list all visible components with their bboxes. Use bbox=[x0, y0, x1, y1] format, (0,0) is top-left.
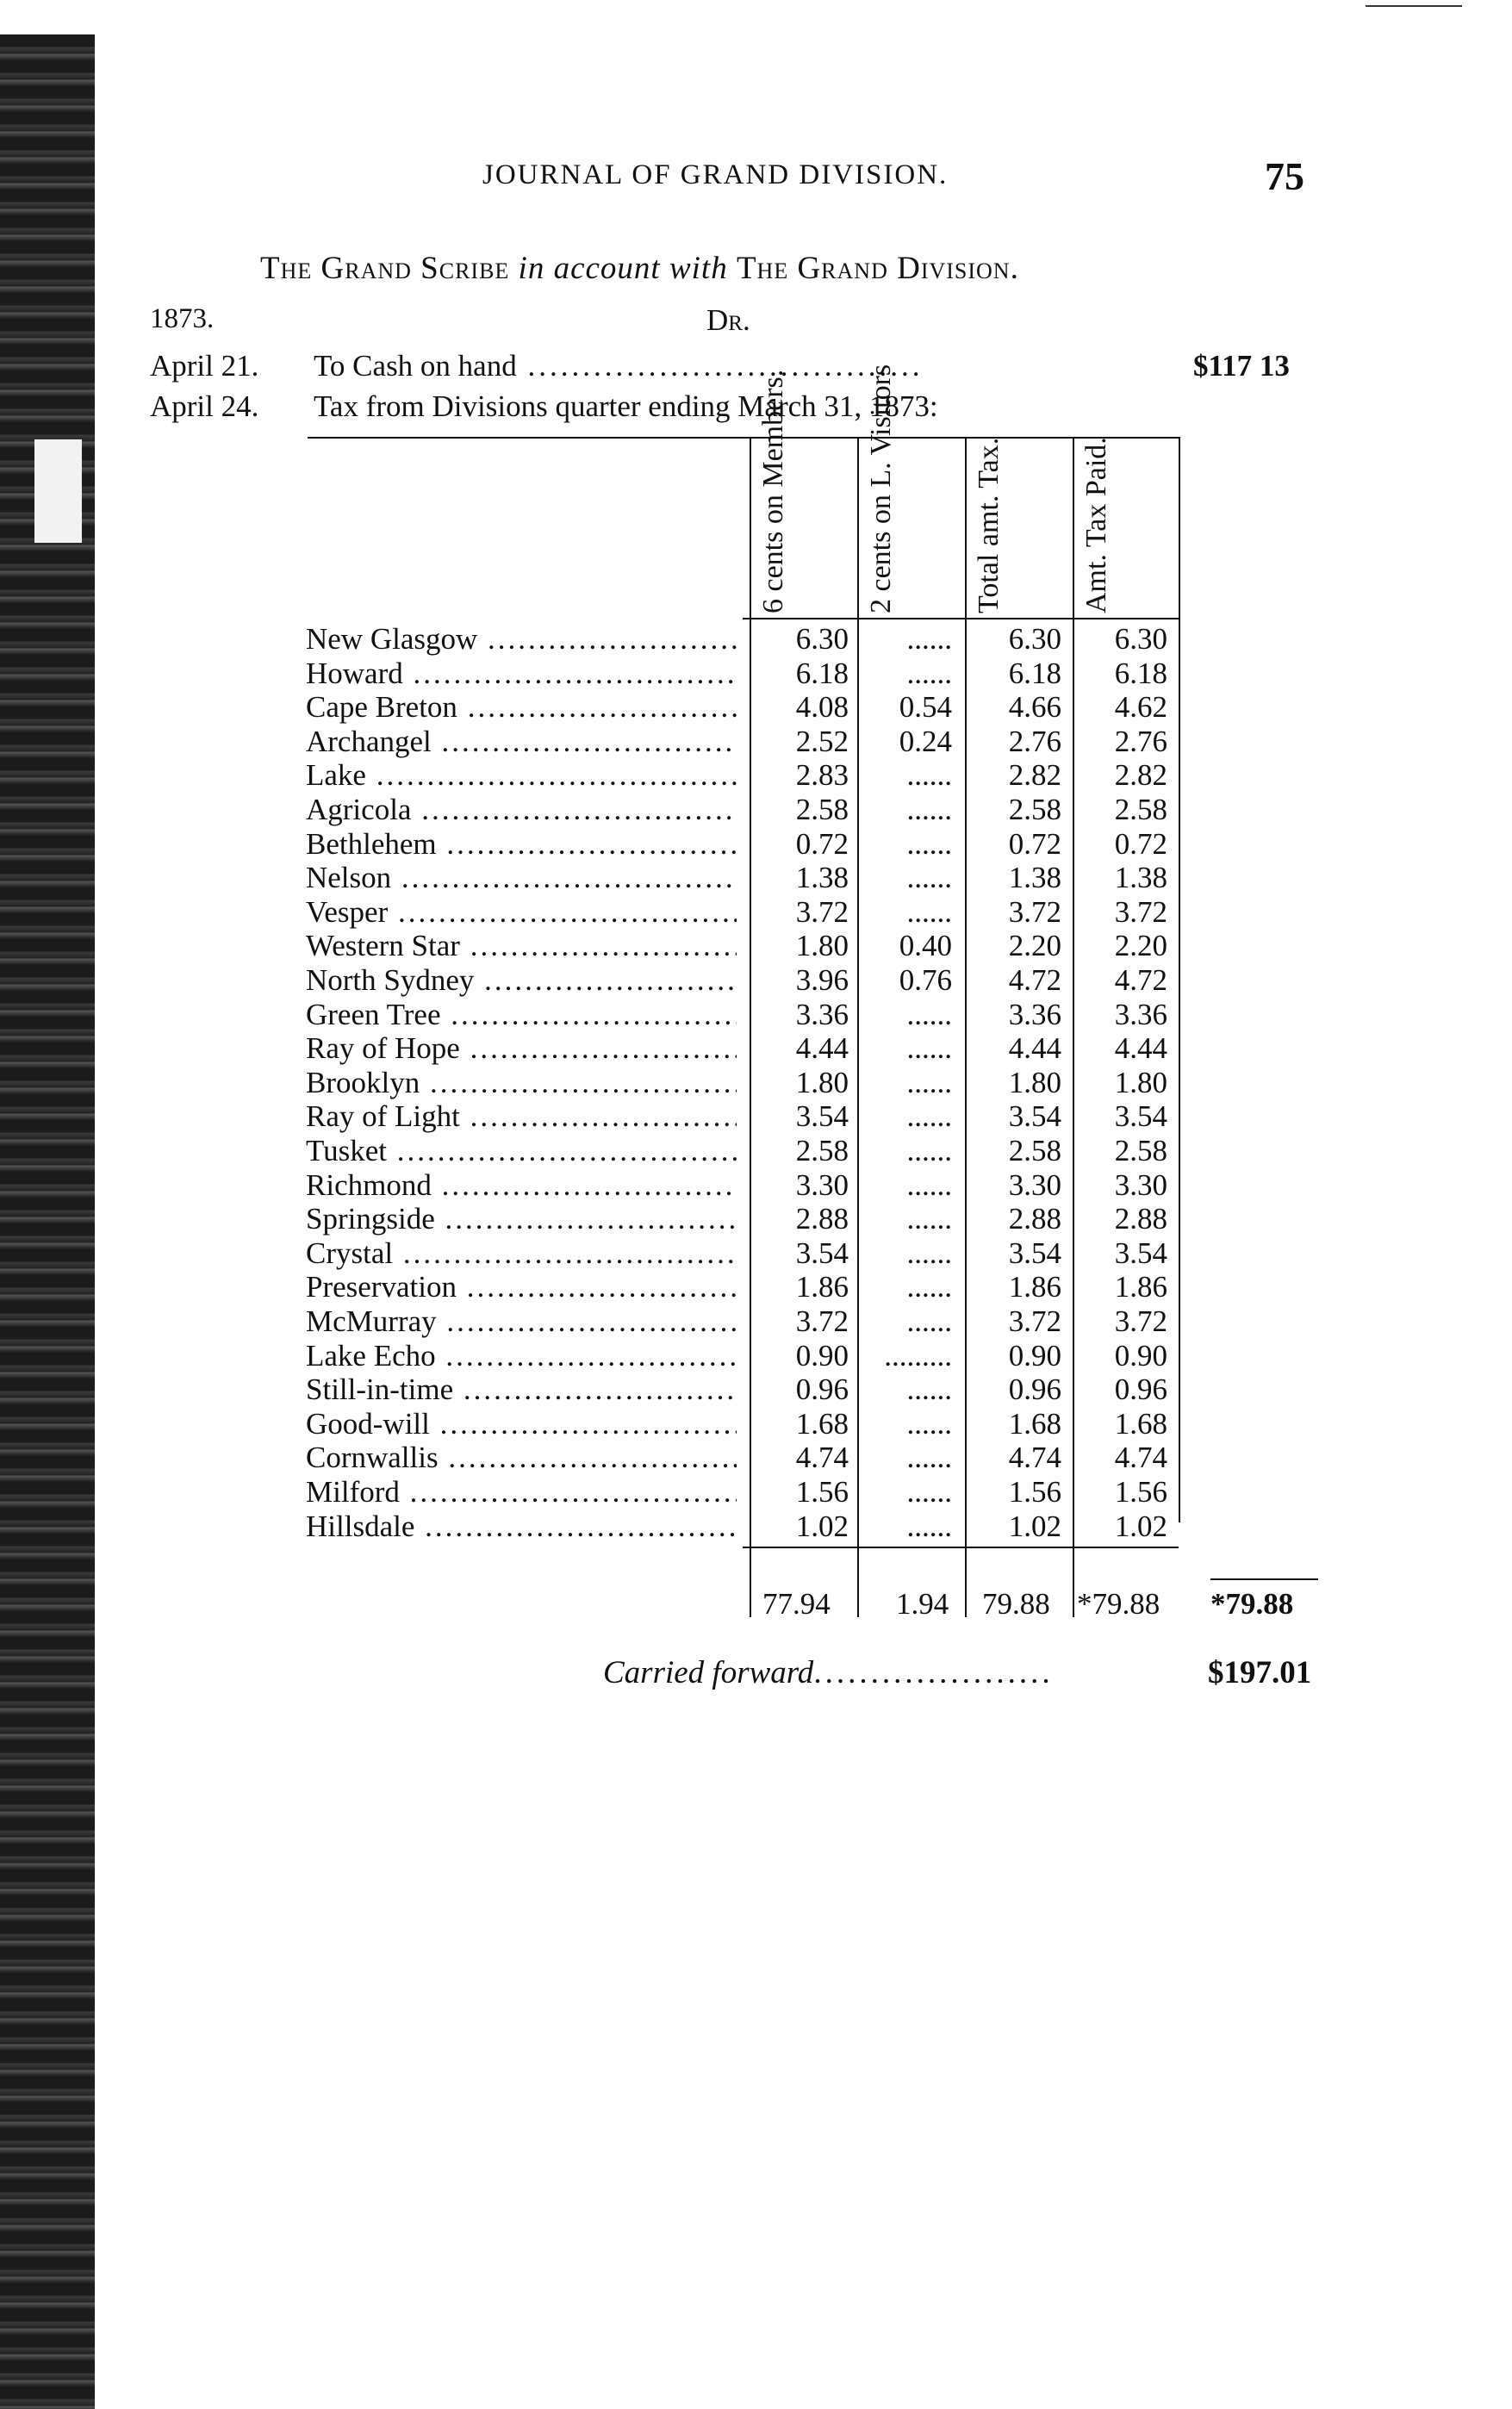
paid-tax: 4.62 bbox=[1114, 690, 1167, 725]
total-tax: 3.72 bbox=[1008, 1304, 1061, 1338]
paid-tax: 6.30 bbox=[1114, 622, 1167, 656]
entry-date: April 24. bbox=[150, 389, 259, 423]
column-rule bbox=[1179, 437, 1180, 1522]
members-tax: 1.80 bbox=[795, 1065, 849, 1099]
visitors-tax: 0.76 bbox=[899, 963, 952, 997]
division-name: Cornwallis ..... bbox=[306, 1441, 737, 1475]
cash-amount: $117 13 bbox=[1193, 349, 1290, 383]
members-tax: 0.72 bbox=[795, 826, 849, 861]
grand-total-rule bbox=[1210, 1578, 1318, 1580]
visitors-tax: ...... bbox=[906, 1134, 952, 1167]
paid-tax: 3.72 bbox=[1114, 894, 1167, 929]
division-name: Nelson ..... bbox=[306, 861, 737, 895]
total-tax: 6.18 bbox=[1008, 656, 1061, 690]
members-tax: 1.86 bbox=[795, 1270, 849, 1304]
visitors-tax: ...... bbox=[906, 1475, 952, 1509]
visitors-tax: 0.24 bbox=[899, 724, 952, 758]
division-name: Vesper ..... bbox=[306, 895, 737, 930]
paid-tax: 1.56 bbox=[1114, 1475, 1167, 1509]
paid-tax: 2.76 bbox=[1114, 724, 1167, 758]
account-relation: in account with bbox=[518, 251, 728, 286]
total-tax: 4.44 bbox=[1008, 1031, 1061, 1066]
visitors-tax: ...... bbox=[906, 1202, 952, 1236]
visitors-tax: ...... bbox=[906, 997, 952, 1031]
members-tax: 1.02 bbox=[795, 1509, 849, 1543]
division-name: McMurray ..... bbox=[306, 1304, 737, 1339]
members-tax: 2.88 bbox=[795, 1202, 849, 1236]
members-tax: 1.56 bbox=[795, 1475, 849, 1509]
leader-dots: .................................... bbox=[516, 349, 924, 383]
paid-tax: 2.20 bbox=[1114, 929, 1167, 963]
total-tax: 4.66 bbox=[1008, 690, 1061, 725]
total-tax: 0.72 bbox=[1008, 826, 1061, 861]
visitors-tax: ...... bbox=[906, 826, 952, 861]
division-name: Western Star ..... bbox=[306, 929, 737, 963]
division-name: Richmond ..... bbox=[306, 1168, 737, 1203]
paid-tax: 4.74 bbox=[1114, 1441, 1167, 1475]
division-name: Brooklyn ..... bbox=[306, 1066, 737, 1100]
division-name: Green Tree ..... bbox=[306, 998, 737, 1032]
account-heading bbox=[260, 250, 1019, 287]
total-tax: 2.58 bbox=[1008, 793, 1061, 826]
division-name: Howard ..... bbox=[306, 657, 737, 691]
paid-tax: 3.30 bbox=[1114, 1167, 1167, 1202]
members-tax: 0.96 bbox=[795, 1373, 849, 1407]
division-name: Lake ..... bbox=[306, 758, 737, 793]
visitors-tax: ...... bbox=[906, 1270, 952, 1304]
total-tax: 1.56 bbox=[1008, 1475, 1061, 1509]
page-number: 75 bbox=[1265, 154, 1304, 198]
division-name: Cape Breton ..... bbox=[306, 690, 737, 725]
members-tax: 1.38 bbox=[795, 861, 849, 895]
total-tax: 2.76 bbox=[1008, 724, 1061, 758]
total-tax: 2.88 bbox=[1008, 1202, 1061, 1236]
division-name: Milford ..... bbox=[306, 1475, 737, 1510]
totals-rule bbox=[743, 1547, 1179, 1548]
total-tax: 3.30 bbox=[1008, 1167, 1061, 1202]
paid-tax: 0.90 bbox=[1114, 1338, 1167, 1373]
total-tax: 1.02 bbox=[1008, 1509, 1061, 1543]
members-tax: 2.52 bbox=[795, 724, 849, 758]
paid-tax: 0.72 bbox=[1114, 826, 1167, 861]
total-tax: 4.74 bbox=[1008, 1441, 1061, 1475]
total-tax: 2.58 bbox=[1008, 1134, 1061, 1167]
carried-label: Carried forward bbox=[603, 1655, 814, 1690]
grand-total: *79.88 bbox=[1210, 1587, 1294, 1621]
visitors-tax: ...... bbox=[906, 1304, 952, 1338]
running-title: JOURNAL OF GRAND DIVISION. bbox=[482, 159, 949, 190]
visitors-tax: ...... bbox=[906, 861, 952, 895]
account-party-1: The Grand Scribe bbox=[260, 251, 510, 286]
year: 1873. bbox=[150, 303, 215, 334]
total-tax: 3.36 bbox=[1008, 997, 1061, 1031]
division-name: North Sydney ..... bbox=[306, 963, 737, 998]
total-paid: *79.88 bbox=[1077, 1587, 1160, 1621]
paid-tax: 1.80 bbox=[1114, 1065, 1167, 1099]
col-header-members: 6 cents on Members. bbox=[757, 369, 789, 613]
members-tax: 2.58 bbox=[795, 793, 849, 826]
total-tax: 3.72 bbox=[1008, 894, 1061, 929]
total-tax: 2.82 bbox=[1008, 758, 1061, 793]
header-bottom-rule bbox=[743, 618, 1179, 619]
visitors-tax: ......... bbox=[884, 1338, 952, 1373]
division-name: Bethlehem ..... bbox=[306, 827, 737, 862]
members-tax: 4.08 bbox=[795, 690, 849, 725]
corner-mark bbox=[1366, 5, 1462, 7]
debit-label: Dr. bbox=[706, 303, 750, 337]
entry-text: Tax from Divisions quarter ending March 31, 1873: bbox=[314, 389, 938, 423]
visitors-tax: ...... bbox=[906, 1441, 952, 1475]
members-tax: 3.54 bbox=[795, 1236, 849, 1270]
total-tax: 1.68 bbox=[1008, 1406, 1061, 1441]
leader-dots: ..................... bbox=[813, 1655, 1054, 1690]
visitors-tax: ...... bbox=[906, 758, 952, 793]
visitors-tax: ...... bbox=[906, 894, 952, 929]
total-tax: 2.20 bbox=[1008, 929, 1061, 963]
visitors-tax: ...... bbox=[906, 622, 952, 656]
division-name: Archangel ..... bbox=[306, 725, 737, 759]
carried-amount: $197.01 bbox=[1208, 1655, 1312, 1690]
total-tax: 6.30 bbox=[1008, 622, 1061, 656]
paid-tax: 3.54 bbox=[1114, 1099, 1167, 1134]
col-header-paid: Amt. Tax Paid. bbox=[1080, 437, 1112, 613]
paid-tax: 1.86 bbox=[1114, 1270, 1167, 1304]
division-name: New Glasgow ..... bbox=[306, 622, 737, 657]
total-visitors: 1.94 bbox=[896, 1587, 949, 1621]
entry-cash bbox=[150, 349, 1313, 383]
members-tax: 3.36 bbox=[795, 997, 849, 1031]
total-tax: 4.72 bbox=[1008, 963, 1061, 997]
paid-tax: 1.02 bbox=[1114, 1509, 1167, 1543]
members-tax: 2.83 bbox=[795, 758, 849, 793]
paid-tax: 6.18 bbox=[1114, 656, 1167, 690]
visitors-tax: 0.40 bbox=[899, 929, 952, 963]
division-name: Springside ..... bbox=[306, 1202, 737, 1236]
division-name: Still-in-time ..... bbox=[306, 1373, 737, 1407]
division-name: Good-will ..... bbox=[306, 1407, 737, 1441]
total-total: 79.88 bbox=[982, 1587, 1050, 1621]
division-name: Agricola ..... bbox=[306, 793, 737, 827]
paid-tax: 4.44 bbox=[1114, 1031, 1167, 1066]
binding-spine bbox=[0, 34, 95, 2409]
total-tax: 0.90 bbox=[1008, 1338, 1061, 1373]
visitors-tax: 0.54 bbox=[899, 690, 952, 725]
col-header-total: Total amt. Tax. bbox=[973, 437, 1005, 613]
visitors-tax: ...... bbox=[906, 793, 952, 826]
members-tax: 6.18 bbox=[795, 656, 849, 690]
members-tax: 3.72 bbox=[795, 1304, 849, 1338]
division-name: Hillsdale ..... bbox=[306, 1510, 737, 1544]
division-name: Ray of Hope ..... bbox=[306, 1031, 737, 1066]
entry-date: April 21. bbox=[150, 349, 259, 383]
total-tax: 1.80 bbox=[1008, 1065, 1061, 1099]
members-tax: 1.68 bbox=[795, 1406, 849, 1441]
members-tax: 4.74 bbox=[795, 1441, 849, 1475]
division-name: Crystal ..... bbox=[306, 1236, 737, 1271]
paid-tax: 2.58 bbox=[1114, 1134, 1167, 1167]
visitors-tax: ...... bbox=[906, 1373, 952, 1407]
spine-light-patch bbox=[34, 439, 82, 543]
total-tax: 1.38 bbox=[1008, 861, 1061, 895]
paid-tax: 2.88 bbox=[1114, 1202, 1167, 1236]
members-tax: 3.54 bbox=[795, 1099, 849, 1134]
paid-tax: 3.54 bbox=[1114, 1236, 1167, 1270]
visitors-tax: ...... bbox=[906, 1406, 952, 1441]
members-tax: 6.30 bbox=[795, 622, 849, 656]
members-tax: 3.96 bbox=[795, 963, 849, 997]
members-tax: 3.72 bbox=[795, 894, 849, 929]
members-tax: 1.80 bbox=[795, 929, 849, 963]
paid-tax: 0.96 bbox=[1114, 1373, 1167, 1407]
paid-tax: 2.82 bbox=[1114, 758, 1167, 793]
total-members: 77.94 bbox=[762, 1587, 831, 1621]
members-tax: 2.58 bbox=[795, 1134, 849, 1167]
visitors-tax: ...... bbox=[906, 1099, 952, 1134]
total-tax: 3.54 bbox=[1008, 1099, 1061, 1134]
visitors-tax: ...... bbox=[906, 1031, 952, 1066]
members-tax: 0.90 bbox=[795, 1338, 849, 1373]
division-name: Ray of Light ..... bbox=[306, 1099, 737, 1134]
division-name: Preservation ..... bbox=[306, 1270, 737, 1304]
col-header-visitors: 2 cents on L. Visitors bbox=[865, 364, 897, 613]
entry-tax bbox=[150, 389, 1313, 424]
paid-tax: 3.36 bbox=[1114, 997, 1167, 1031]
carried-forward bbox=[603, 1654, 1054, 1691]
visitors-tax: ...... bbox=[906, 1167, 952, 1202]
total-tax: 1.86 bbox=[1008, 1270, 1061, 1304]
visitors-tax: ...... bbox=[906, 1509, 952, 1543]
entry-text: To Cash on hand bbox=[314, 349, 517, 383]
visitors-tax: ...... bbox=[906, 1065, 952, 1099]
division-name: Lake Echo ..... bbox=[306, 1339, 737, 1373]
members-tax: 3.30 bbox=[795, 1167, 849, 1202]
total-tax: 0.96 bbox=[1008, 1373, 1061, 1407]
table-top-rule bbox=[308, 437, 1179, 439]
paid-tax: 2.58 bbox=[1114, 793, 1167, 826]
paid-tax: 1.38 bbox=[1114, 861, 1167, 895]
members-tax: 4.44 bbox=[795, 1031, 849, 1066]
visitors-tax: ...... bbox=[906, 656, 952, 690]
total-tax: 3.54 bbox=[1008, 1236, 1061, 1270]
account-party-2: The Grand Division. bbox=[736, 251, 1019, 286]
paid-tax: 1.68 bbox=[1114, 1406, 1167, 1441]
visitors-tax: ...... bbox=[906, 1236, 952, 1270]
division-name: Tusket ..... bbox=[306, 1134, 737, 1168]
paid-tax: 3.72 bbox=[1114, 1304, 1167, 1338]
paid-tax: 4.72 bbox=[1114, 963, 1167, 997]
